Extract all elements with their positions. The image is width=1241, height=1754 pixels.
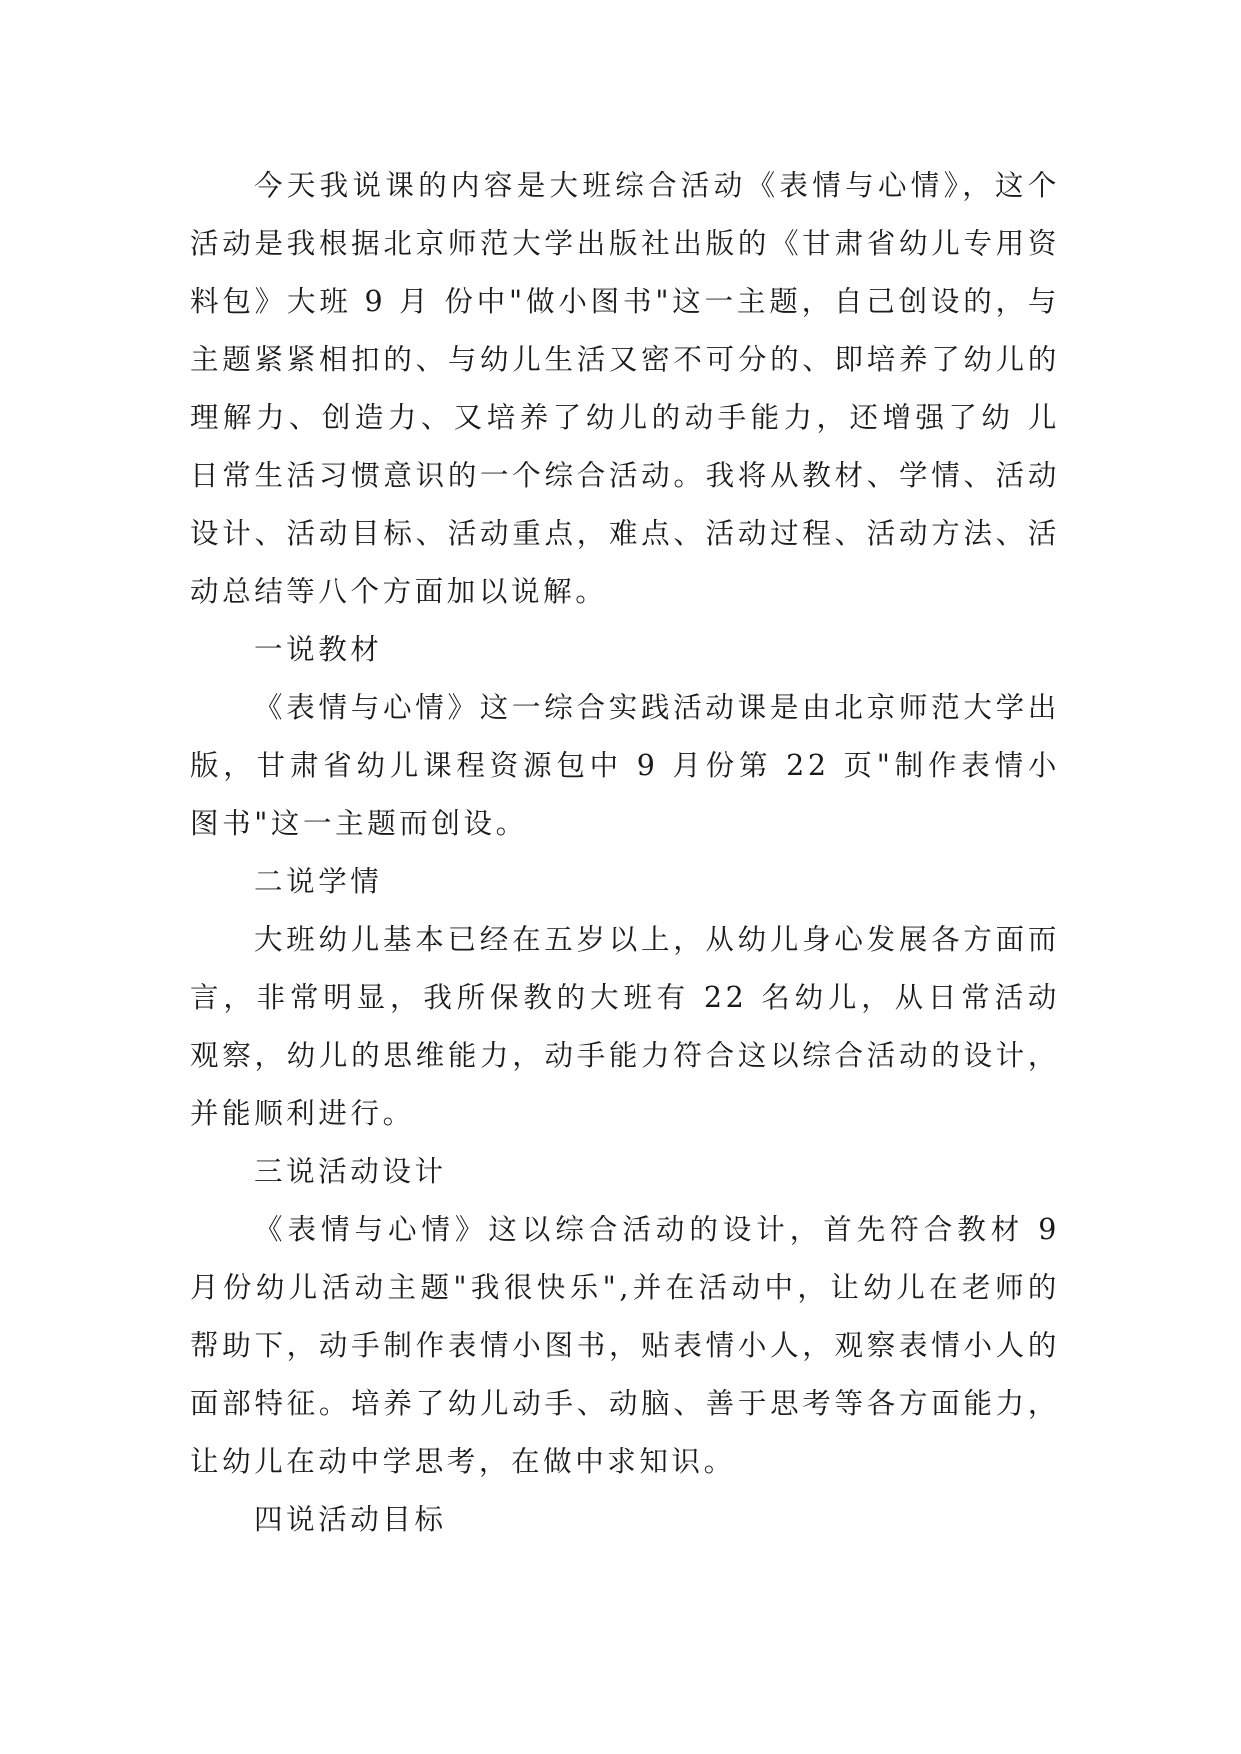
section-heading-3: 三说活动设计 xyxy=(254,1155,447,1188)
section-2-paragraph: 大班幼儿基本已经在五岁以上，从幼儿身心发展各方面而言，非常明显，我所保教的大班有 22 名幼儿，从日常活动观察，幼儿的思维能力，动手能力符合这以综合活动的设计，并能顺利进行。 xyxy=(190,923,1060,1130)
document-body xyxy=(190,157,1060,1549)
intro-paragraph: 今天我说课的内容是大班综合活动《表情与心情》，这个活动是我根据北京师范大学出版社出版的《甘肃省幼儿专用资料包》大班 9 月 份中"做小图书"这一主题，自己创设的，与主题紧紧相扣的、与幼儿生活又密不可分的、即培养了幼儿的理解力、创造力、又培养了幼儿的动手能力，还增强了幼 儿日常生活习惯意识的一个综合活动。我将从教材、学情、活动设计、活动目标、活动重点，难点、活动过程、活动方法、活动总结等八个方面加以说解。 xyxy=(190,169,1060,608)
section-heading-4: 四说活动目标 xyxy=(254,1503,447,1536)
section-1-paragraph: 《表情与心情》这一综合实践活动课是由北京师范大学出版，甘肃省幼儿课程资源包中 9 月份第 22 页"制作表情小图书"这一主题而创设。 xyxy=(190,691,1060,840)
section-3-paragraph: 《表情与心情》这以综合活动的设计，首先符合教材 9 月份幼儿活动主题"我很快乐",并在活动中，让幼儿在老师的帮助下，动手制作表情小图书，贴表情小人，观察表情小人的面部特征。培养了幼儿动手、动脑、善于思考等各方面能力，让幼儿在动中学思考，在做中求知识。 xyxy=(190,1213,1060,1478)
section-heading-1: 一说教材 xyxy=(254,633,383,666)
section-heading-2: 二说学情 xyxy=(254,865,383,898)
